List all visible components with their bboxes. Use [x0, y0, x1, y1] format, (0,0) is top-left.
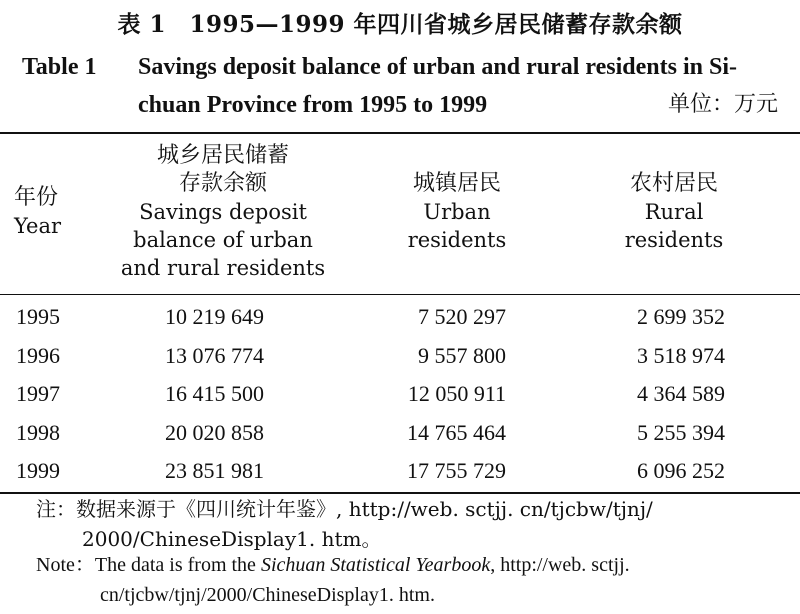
cell-year: 1999: [16, 458, 60, 484]
cell-urban: 17 755 729: [407, 458, 506, 484]
header-total-en3: and rural residents: [120, 256, 326, 280]
header-year-en: Year: [14, 214, 62, 238]
header-year-cn: 年份: [14, 185, 59, 210]
header-rural-cn: 农村居民: [629, 171, 718, 196]
cell-total: 20 020 858: [165, 419, 264, 445]
cell-total: 23 851 981: [165, 458, 264, 484]
header-total-cn1: 城乡居民储蓄: [156, 143, 289, 168]
note-en-line2: cn/tjcbw/tjnj/2000/ChineseDisplay1. htm.: [100, 584, 435, 606]
table-row: [0, 414, 800, 453]
header-rule: [0, 294, 800, 295]
note-en-prefix: Note：The data is from the: [36, 554, 261, 576]
table-title-en-line1: Savings deposit balance of urban and rural residents in Si-: [138, 54, 738, 80]
note-cn-line1: 注：数据来源于《四川统计年鉴》, http://web. sctjj. cn/tjcbw/tjnj/: [36, 497, 653, 521]
header-rural-en1: Rural: [644, 200, 704, 224]
table-label-en: Table 1: [22, 54, 97, 80]
header-year: [14, 184, 61, 240]
header-total-en2: balance of urban: [133, 228, 313, 252]
table-title-cn: 表 1 1995—1999 年四川省城乡居民储蓄存款余额: [117, 11, 683, 38]
cell-urban: 12 050 911: [407, 381, 506, 407]
table-row: [0, 298, 800, 337]
note-cn: [36, 494, 796, 554]
header-urban-en2: residents: [407, 228, 507, 252]
note-en-suffix: , http://web. sctjj.: [490, 554, 630, 576]
cell-total: 13 076 774: [165, 342, 264, 368]
cell-year: 1995: [16, 304, 60, 329]
header-total-cn2: 存款余额: [178, 171, 267, 196]
cell-rural: 6 096 252: [637, 458, 725, 484]
table-title-en-line2: chuan Province from 1995 to 1999: [138, 92, 488, 118]
cell-year: 1997: [16, 381, 60, 407]
table-body: [0, 298, 800, 491]
header-urban-cn: 城镇居民: [412, 171, 501, 196]
cell-total: 10 219 649: [165, 304, 264, 329]
table-row: [0, 375, 800, 414]
header-rural: [586, 170, 762, 254]
top-rule: [0, 132, 800, 134]
cell-rural: 5 255 394: [637, 419, 725, 445]
cell-year: 1996: [16, 342, 60, 368]
cell-urban: 7 520 297: [418, 304, 506, 329]
unit-label: 单位：万元: [667, 92, 778, 117]
cell-rural: 4 364 589: [637, 381, 725, 407]
cell-urban: 14 765 464: [407, 419, 506, 445]
cell-urban: 9 557 800: [418, 342, 506, 368]
cell-total: 16 415 500: [165, 381, 264, 407]
note-en-yearbook-title: Sichuan Statistical Yearbook: [260, 554, 491, 576]
header-total-en1: Savings deposit: [139, 200, 307, 224]
note-en: [36, 550, 796, 610]
cell-rural: 3 518 974: [637, 342, 725, 368]
note-en-line1: [36, 550, 796, 580]
cell-year: 1998: [16, 419, 60, 445]
table-row: [0, 337, 800, 376]
header-total: [118, 142, 328, 282]
cell-rural: 2 699 352: [637, 304, 725, 329]
note-cn-line2: 2000/ChineseDisplay1. htm。: [82, 527, 382, 551]
header-urban: [382, 170, 532, 254]
table-row: [0, 452, 800, 491]
header-urban-en1: Urban: [423, 200, 491, 224]
header-rural-en2: residents: [624, 228, 724, 252]
